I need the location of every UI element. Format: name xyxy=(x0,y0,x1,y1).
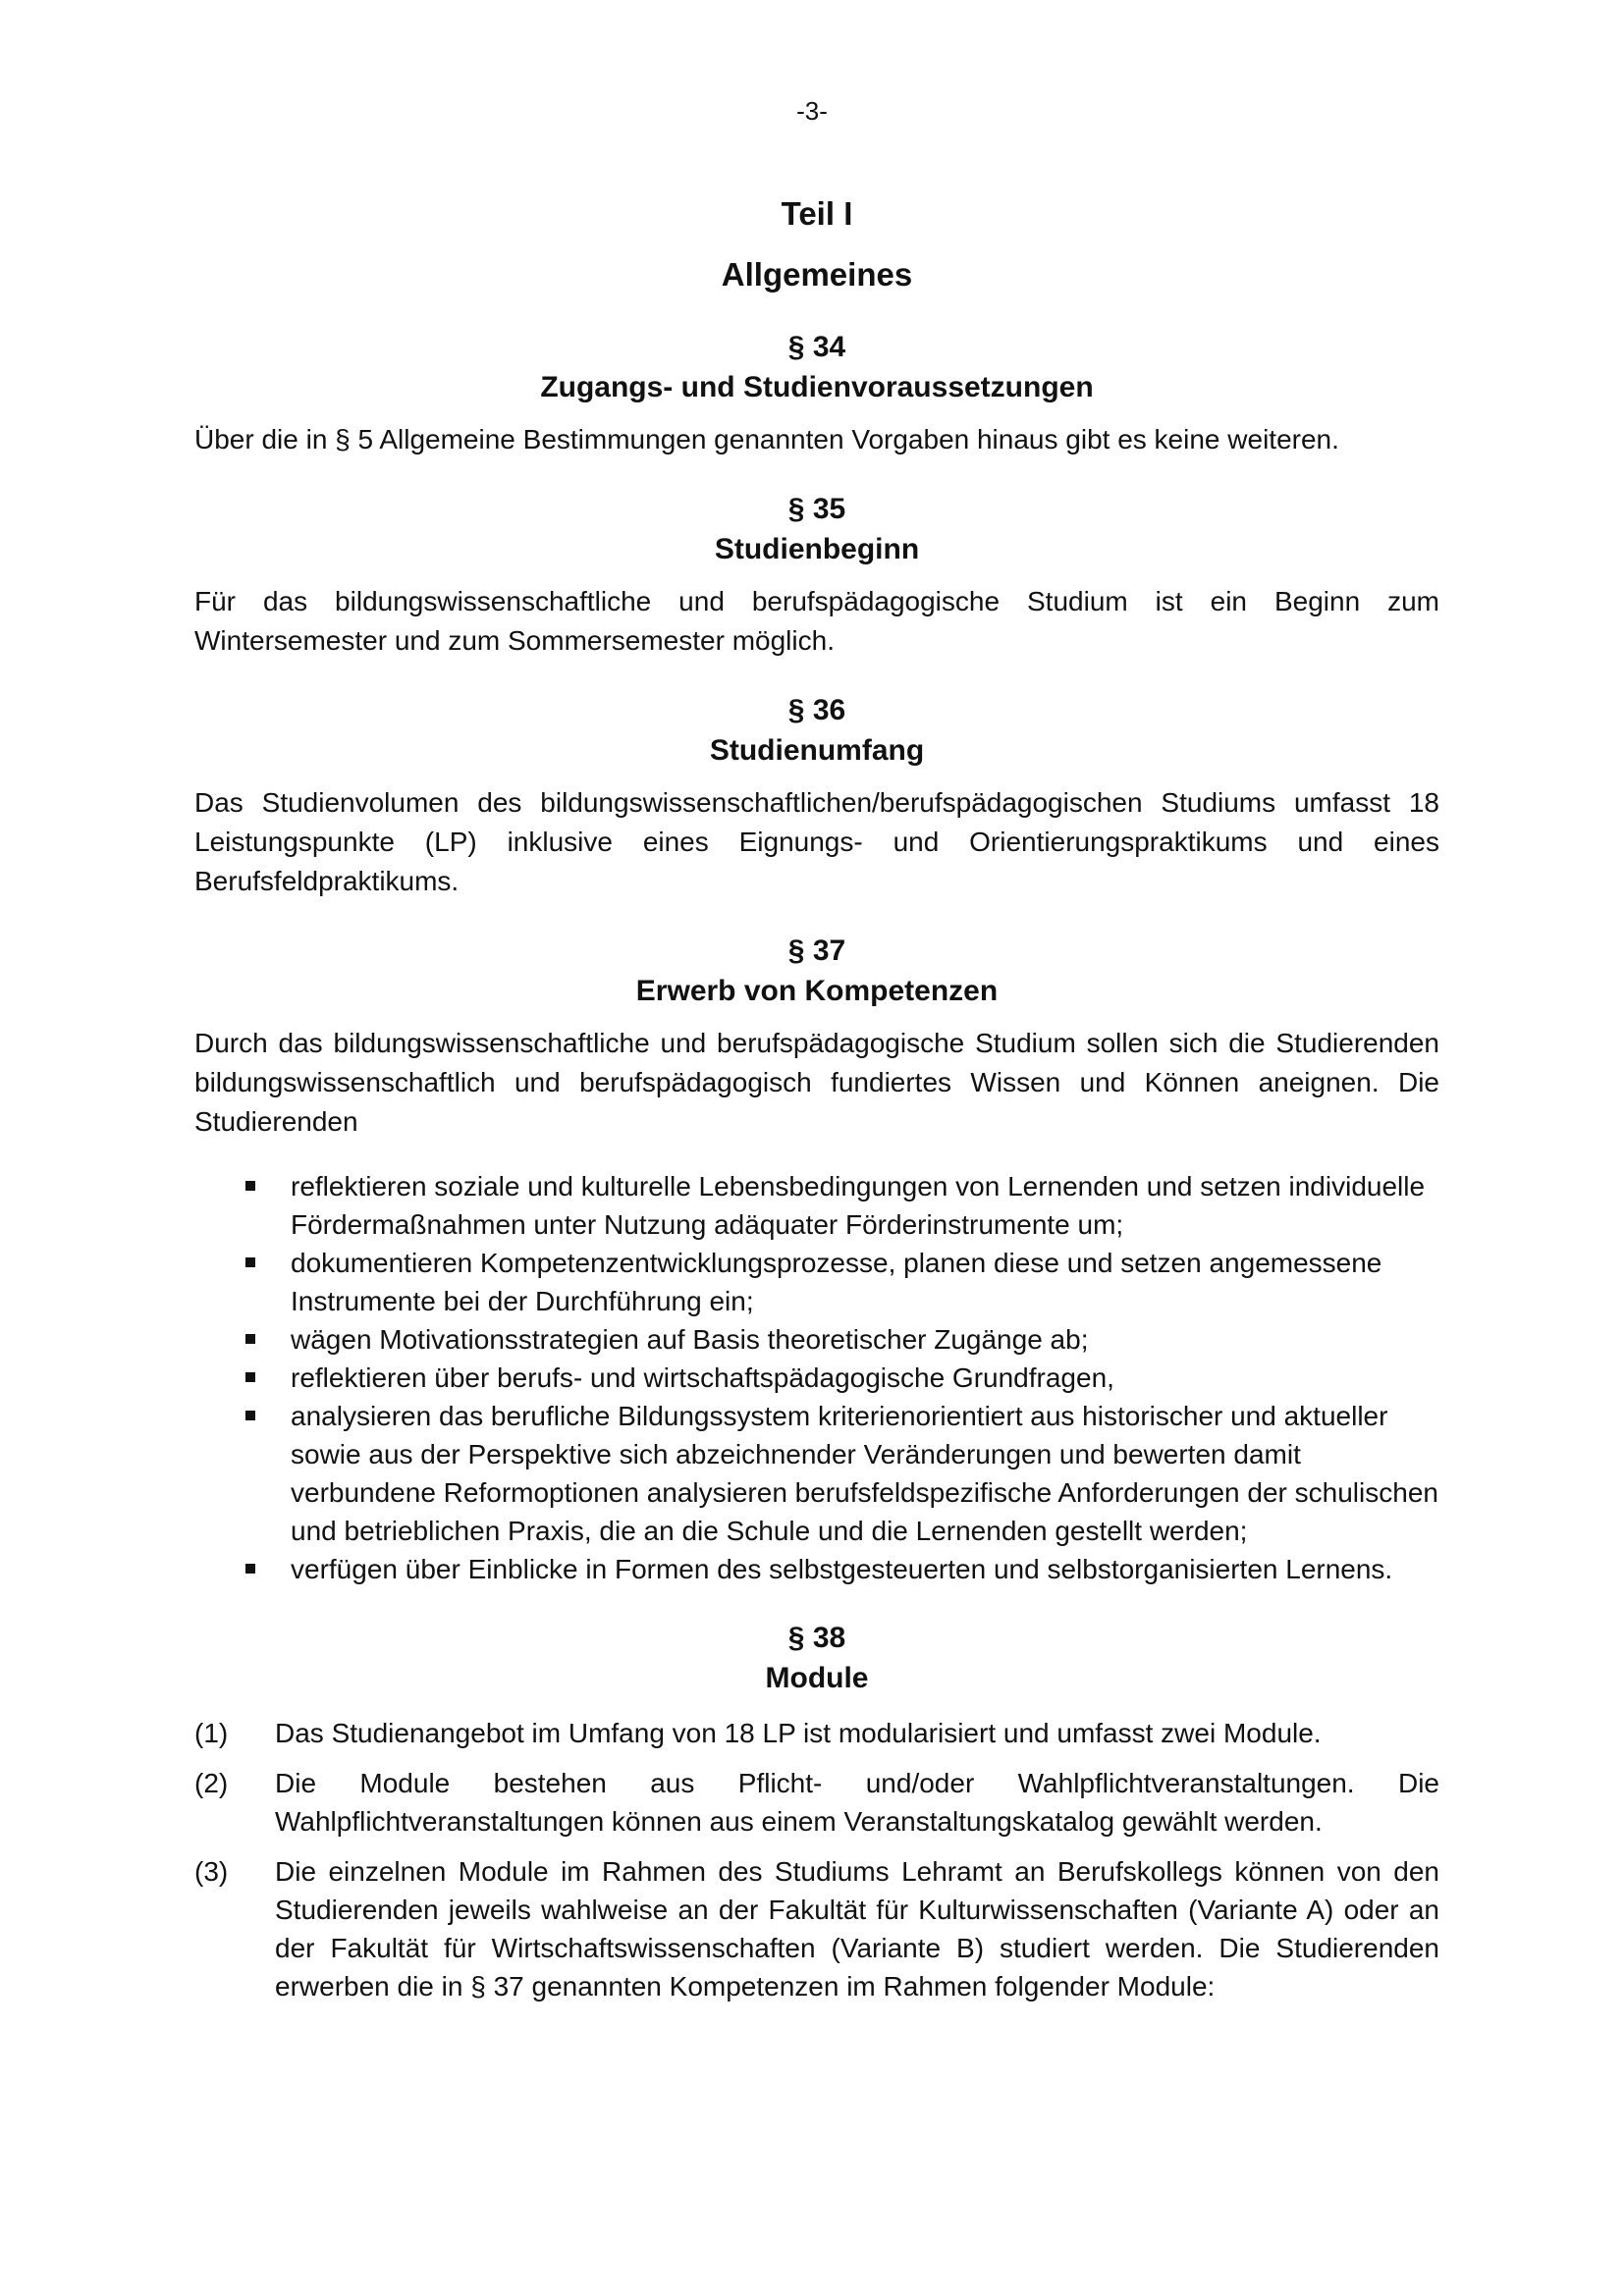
list-item xyxy=(245,1359,1439,1397)
item-text: Die einzelnen Module im Rahmen des Studiums Lehramt an Berufskollegs können von den Studierenden jeweils wahlweise an der Fakultät für Kulturwissenschaften (Variante A) oder an der Fakultät für Wirtschaftswissenschaften (Variante B) studiert werden. Die Studierenden erwerben die in § 37 genannten Kompetenzen im Rahmen folgender Module: xyxy=(275,1856,1439,2002)
section-title: Erwerb von Kompetenzen xyxy=(635,975,999,1007)
item-text: Die Module bestehen aus Pflicht- und/oder Wahlpflichtveranstaltungen. Die Wahlpflichtveranstaltungen können aus einem Veranstaltungskatalog gewählt werden. xyxy=(275,1768,1439,1837)
square-bullet-icon xyxy=(245,1334,255,1344)
section-title: Studienumfang xyxy=(709,734,925,767)
section-number: § 36 xyxy=(787,694,846,726)
square-bullet-icon xyxy=(245,1257,255,1267)
list-item-text: dokumentieren Kompetenzentwicklungsprozesse, planen diese und setzen angemessene Instrumente bei der Durchführung ein; xyxy=(291,1248,1382,1316)
section-number: § 38 xyxy=(787,1622,846,1654)
square-bullet-icon xyxy=(245,1564,255,1574)
list-item-text: analysieren das berufliche Bildungssystem kriterienorientiert aus historischer und aktueller sowie aus der Perspektive sich abzeichnender Veränderungen und bewerten damit verbundene Reformoptionen analysieren berufsfeldspezifische Anforderungen der schulischen und betrieblichen Praxis, die an die Schule und die Lernenden gestellt werden; xyxy=(291,1401,1438,1546)
item-text: Das Studienangebot im Umfang von 18 LP ist modularisiert und umfasst zwei Module. xyxy=(275,1718,1322,1748)
numbered-item xyxy=(194,1714,1439,1752)
section-title: Zugangs- und Studienvoraussetzungen xyxy=(540,371,1094,403)
section-35 xyxy=(194,489,1439,661)
list-item xyxy=(245,1320,1439,1359)
list-item-text: reflektieren soziale und kulturelle Lebensbedingungen von Lernenden und setzen individuelle Fördermaßnahmen unter Nutzung adäquater Förderinstrumente um; xyxy=(291,1171,1426,1240)
section-34 xyxy=(194,327,1439,459)
item-number: (3) xyxy=(194,1856,229,1887)
list-item xyxy=(245,1244,1439,1320)
section-paragraph: Über die in § 5 Allgemeine Bestimmungen genannten Vorgaben hinaus gibt es keine weiteren. xyxy=(194,424,1339,454)
section-number: § 37 xyxy=(787,934,846,967)
square-bullet-icon xyxy=(245,1181,255,1191)
module-list xyxy=(194,1714,1439,2005)
list-item-text: wägen Motivationsstrategien auf Basis theoretischer Zugänge ab; xyxy=(291,1324,1089,1355)
section-paragraph: Durch das bildungswissenschaftliche und berufspädagogische Studium sollen sich die Studierenden bildungswissenschaftlich und berufspädagogisch fundiertes Wissen und Können aneignen. Die Studierenden xyxy=(194,1028,1439,1137)
numbered-item xyxy=(194,1852,1439,2005)
list-item-text: verfügen über Einblicke in Formen des selbstgesteuerten und selbstorganisierten Lernens. xyxy=(291,1554,1393,1584)
square-bullet-icon xyxy=(245,1372,255,1382)
part-title: Teil I xyxy=(781,195,853,232)
section-number: § 35 xyxy=(787,493,846,525)
section-38 xyxy=(194,1618,1439,2005)
part-subtitle: Allgemeines xyxy=(721,256,913,293)
competency-list xyxy=(245,1167,1439,1588)
section-title: Studienbeginn xyxy=(714,533,920,565)
section-36 xyxy=(194,690,1439,901)
document-body xyxy=(194,191,1439,2005)
section-number: § 34 xyxy=(787,331,846,363)
section-37 xyxy=(194,931,1439,1588)
item-number: (1) xyxy=(194,1718,229,1748)
section-paragraph: Für das bildungswissenschaftliche und berufspädagogische Studium ist ein Beginn zum Wintersemester und zum Sommersemester möglich. xyxy=(194,586,1439,656)
square-bullet-icon xyxy=(245,1411,255,1420)
section-title: Module xyxy=(765,1662,869,1694)
list-item-text: reflektieren über berufs- und wirtschaftspädagogische Grundfragen, xyxy=(291,1362,1114,1393)
list-item xyxy=(245,1167,1439,1244)
item-number: (2) xyxy=(194,1768,229,1798)
section-paragraph: Das Studienvolumen des bildungswissenschaftlichen/berufspädagogischen Studiums umfasst 18 Leistungspunkte (LP) inklusive eines Eignungs- und Orientierungspraktikums und eines Berufsfeldpraktikums. xyxy=(194,787,1439,896)
page-number: -3- xyxy=(796,96,828,126)
list-item xyxy=(245,1550,1439,1588)
list-item xyxy=(245,1397,1439,1550)
numbered-item xyxy=(194,1764,1439,1841)
